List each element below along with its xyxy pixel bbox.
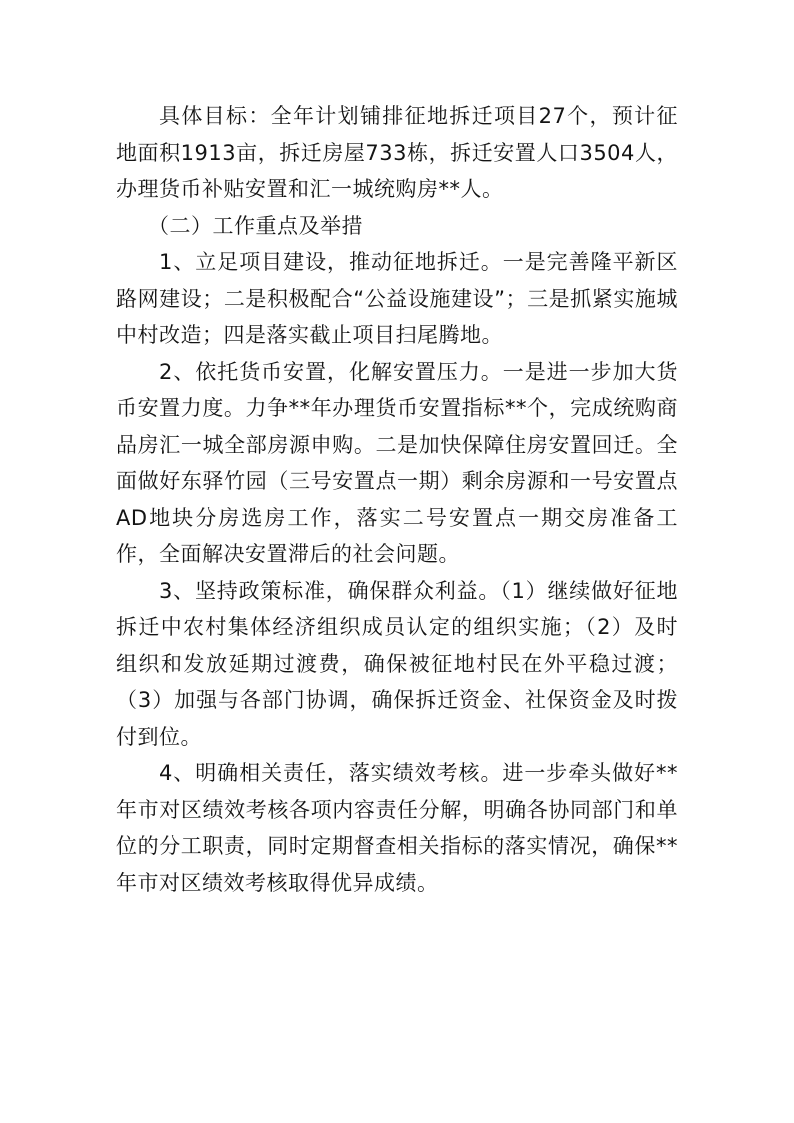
paragraph-item-2: 2、依托货币安置，化解安置压力。一是进一步加大货币安置力度。力争**年办理货币安置指标**个，完成统购商品房汇一城全部房源申购。二是加快保障住房安置回迁。全面做好东驿竹园（三号安置点一期）剩余房源和一号安置点AD地块分房选房工作，落实二号安置点一期交房准备工作，全面解决安置滞后的社会问题。 [116,359,678,566]
section-heading-work-focus: （二）工作重点及举措 [148,213,363,238]
paragraph-item-3: 3、坚持政策标准，确保群众利益。（1）继续做好征地拆迁中农村集体经济组织成员认定的组织实施；（2）及时组织和发放延期过渡费，确保被征地村民在外平稳过渡；（3）加强与各部门协调，确保拆迁资金、社保资金及时拨付到位。 [116,578,678,749]
paragraph-item-1: 1、立足项目建设，推动征地拆迁。一是完善隆平新区路网建设；二是积极配合“公益设施建设”；三是抓紧实施城中村改造；四是落实截止项目扫尾腾地。 [116,250,678,347]
paragraph-specific-goals: 具体目标：全年计划铺排征地拆迁项目27个，预计征地面积1913亩，拆迁房屋733栋，拆迁安置人口3504人，办理货币补贴安置和汇一城统购房**人。 [116,104,678,201]
document-body [116,98,678,901]
paragraph-item-4: 4、明确相关责任，落实绩效考核。进一步牵头做好**年市对区绩效考核各项内容责任分解，明确各协同部门和单位的分工职责，同时定期督查相关指标的落实情况，确保**年市对区绩效考核取得优异成绩。 [116,761,678,895]
